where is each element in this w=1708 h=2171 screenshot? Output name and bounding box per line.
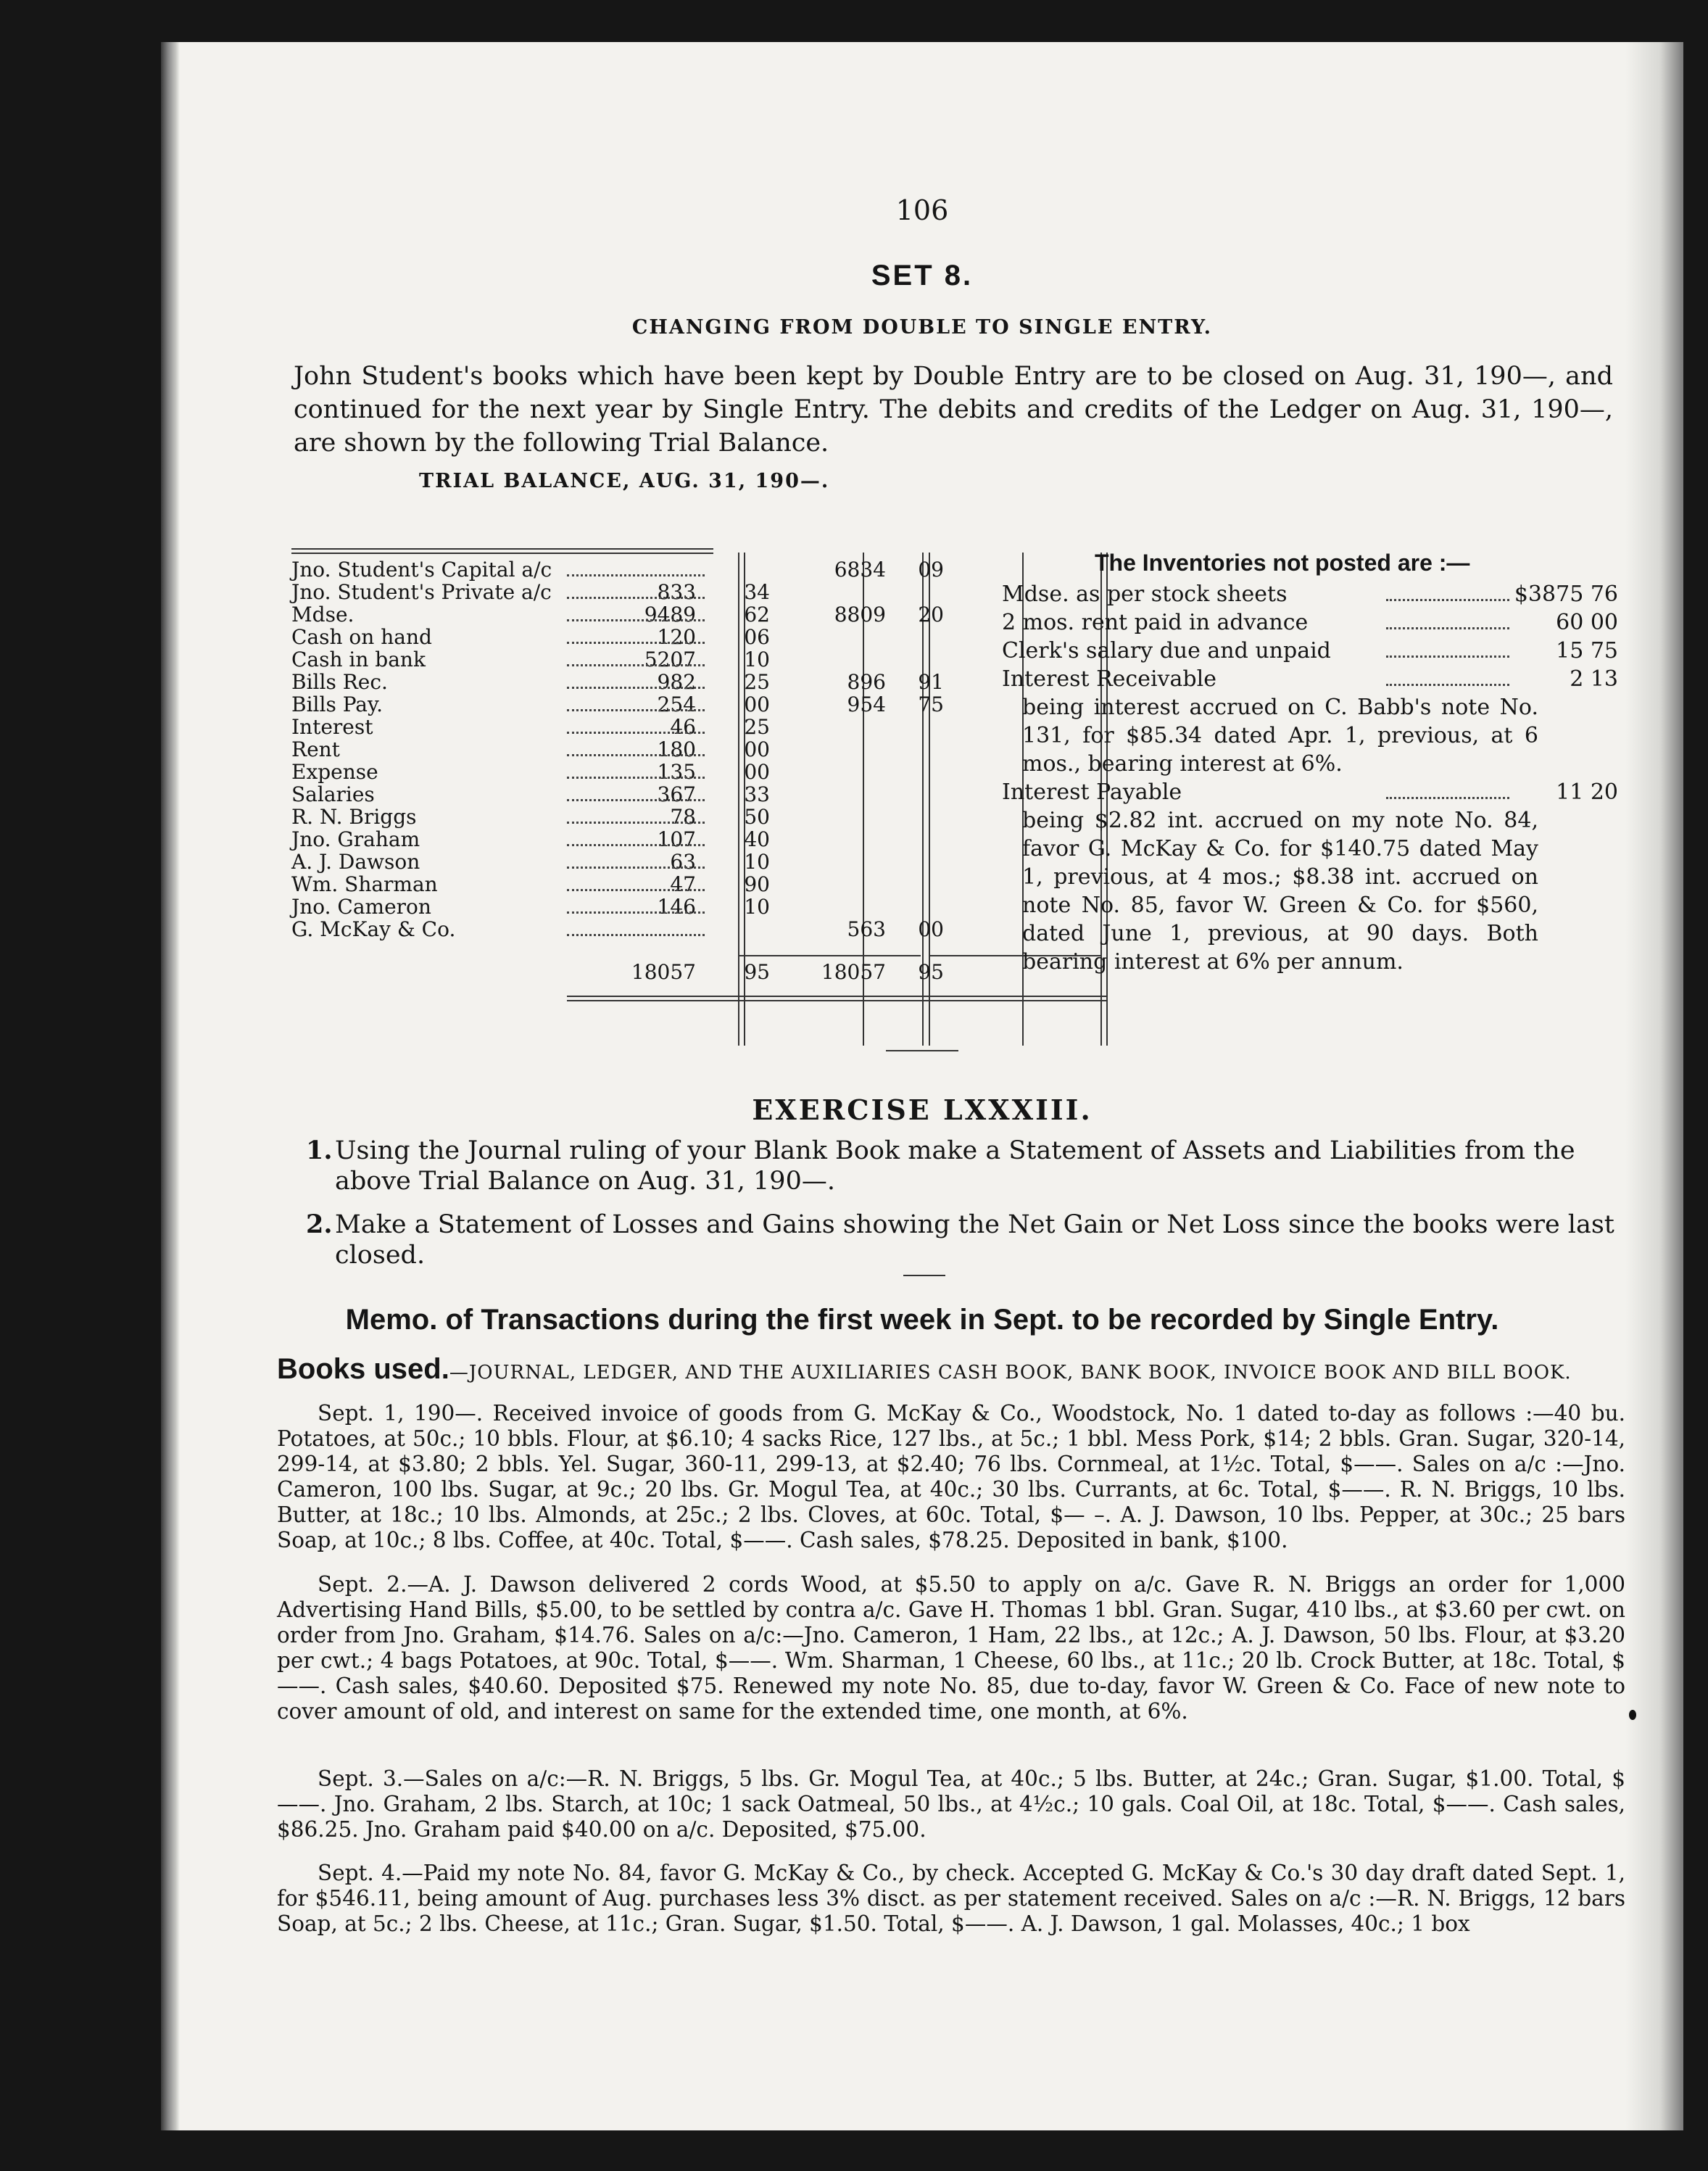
trial-balance-dr-c: 00 — [744, 692, 770, 716]
trial-balance-cr: 6834 — [834, 558, 886, 582]
leader-dots — [567, 867, 705, 869]
account-name: Cash on hand — [291, 625, 432, 649]
exercise-item-number: 1. — [306, 1136, 333, 1165]
trial-balance-dr-c: 10 — [744, 648, 770, 671]
trial-balance-total-dr-c: 95 — [744, 960, 770, 984]
exercise-item-text: Using the Journal ruling of your Blank Book make a Statement of Assets and Liabilities from the above Trial Balance on Aug. 31, 190—. — [335, 1136, 1575, 1196]
trial-balance-dr: 9489 — [644, 603, 696, 627]
account-name: Interest — [291, 715, 373, 739]
leader-dots — [567, 844, 705, 846]
exercise-item-text: Make a Statement of Losses and Gains showing the Net Gain or Net Loss since the books were last closed. — [335, 1210, 1614, 1270]
leader-dots — [567, 642, 705, 644]
trial-balance-cr-c: 91 — [918, 670, 944, 694]
trial-balance-account — [291, 761, 378, 783]
inventory-note: being interest accrued on C. Babb's note No. 131, for $85.34 dated Apr. 1, previous, at 6 mos., bearing interest at 6%. — [1022, 695, 1538, 777]
ink-dot — [1629, 1710, 1636, 1720]
trial-balance-dr-c: 10 — [744, 850, 770, 874]
book-page — [161, 42, 1683, 2130]
inventory-label: Mdse. as per stock sheets — [1002, 582, 1288, 607]
page-edge — [1625, 42, 1683, 2130]
account-name: Rent — [291, 737, 340, 761]
trial-balance-cr-c: 20 — [918, 603, 944, 627]
trial-balance-account — [291, 828, 420, 851]
trial-balance-dr-c: 50 — [744, 805, 770, 829]
account-name: Salaries — [291, 782, 375, 806]
trial-balance-dr: 833 — [657, 580, 696, 604]
trial-balance-cr: 563 — [847, 917, 886, 941]
trial-balance-account — [291, 603, 354, 626]
trial-balance-total-dr: 18057 — [631, 960, 696, 984]
trial-balance-cr-c: 00 — [918, 917, 944, 941]
exercise-item-number: 2. — [306, 1209, 333, 1239]
inventories-title: The Inventories not posted are :— — [1095, 550, 1470, 576]
trial-balance-dr-c: 00 — [744, 760, 770, 784]
trial-balance-cr: 954 — [847, 692, 886, 716]
account-name: Cash in bank — [291, 648, 426, 671]
trial-balance-total-cr: 18057 — [821, 960, 886, 984]
leader-dots — [1386, 627, 1509, 629]
section-divider — [903, 1275, 945, 1276]
leader-dots — [567, 911, 705, 914]
trial-balance-cr-c: 75 — [918, 692, 944, 716]
trial-balance-account — [291, 806, 417, 828]
leader-dots — [1386, 599, 1509, 601]
inventory-amount: $3875 76 — [1514, 582, 1618, 607]
account-name: Jno. Student's Private a/c — [291, 580, 552, 604]
account-name: Expense — [291, 760, 378, 784]
inventory-item — [1002, 608, 1618, 637]
trial-balance-dr: 5207 — [644, 648, 696, 671]
trial-balance-account — [291, 873, 438, 896]
leader-dots — [567, 732, 705, 734]
transaction-sept-3: Sept. 3.—Sales on a/c:—R. N. Briggs, 5 lbs. Gr. Mogul Tea, at 40c.; 5 lbs. Butter, at 24c.; Gran. Sugar, $1.00. Total, $——. Jno. Graham, 2 lbs. Starch, at 10c; 1 sack Oatmeal, 50 lbs., at 4½c.; 10 gals. Coal Oil, at 18c. Total, $——. Cash sales, $86.25. Jno. Graham paid $40.00 on a/c. Deposited, $75.00. — [277, 1766, 1625, 1842]
trial-balance-account — [291, 626, 432, 648]
trial-balance-cr-c: 09 — [918, 558, 944, 582]
inventory-note: being $2.82 int. accrued on my note No. 84, favor G. McKay & Co. for $140.75 dated May 1, previous, at 4 mos.; $8.38 int. accrued on note No. 85, favor W. Green & Co. for $560, dated June 1, previous, at 90 days. Both bearing interest at 6% per annum. — [1022, 808, 1538, 975]
inventory-item — [1002, 778, 1618, 806]
trial-balance-account — [291, 738, 340, 761]
leader-dots — [567, 619, 705, 621]
leader-dots — [567, 597, 705, 599]
trial-balance-title: TRIAL BALANCE, AUG. 31, 190—. — [419, 470, 830, 492]
leader-dots — [567, 709, 705, 711]
trial-balance-dr-c: 00 — [744, 737, 770, 761]
trial-balance-account — [291, 693, 383, 716]
transaction-sept-2: Sept. 2.—A. J. Dawson delivered 2 cords Wood, at $5.50 to apply on a/c. Gave R. N. Briggs an order for 1,000 Advertising Hand Bills, $5.00, to be settled by contra a/c. Gave H. Thomas 1 bbl. Gran. Sugar, 410 lbs., at $3.60 per cwt. on order from Jno. Graham, $14.76. Sales on a/c:—Jno. Cameron, 1 Ham, 22 lbs., at 12c.; A. J. Dawson, 50 lbs. Flour, at $3.20 per cwt.; 4 bags Potatoes, at 90c. Total, $——. Wm. Sharman, 1 Cheese, 60 lbs., at 11c.; 20 lb. Crock Butter, at 18c. Total, $——. Cash sales, $40.60. Deposited $75. Renewed my note No. 85, due to-day, favor W. Green & Co. Face of new note to cover amount of old, and interest on same for the extended time, one month, at 6%. — [277, 1572, 1625, 1724]
account-name: Wm. Sharman — [291, 872, 438, 896]
account-name: Mdse. — [291, 603, 355, 627]
trial-balance-account — [291, 896, 431, 918]
leader-dots — [567, 822, 705, 824]
book-binding — [161, 42, 180, 2130]
trial-balance-account — [291, 671, 388, 693]
trial-balance-dr-c: 40 — [744, 827, 770, 851]
set-subtitle: CHANGING FROM DOUBLE TO SINGLE ENTRY. — [631, 316, 1213, 339]
leader-dots — [567, 664, 705, 666]
trial-balance-dr: 135 — [657, 760, 696, 784]
leader-dots — [567, 889, 705, 891]
account-name: Bills Pay. — [291, 692, 383, 716]
inventory-item — [1002, 665, 1618, 693]
account-name: Bills Rec. — [291, 670, 388, 694]
trial-balance-dr: 63 — [670, 850, 696, 874]
leader-dots — [567, 574, 705, 576]
inventory-item — [1002, 637, 1618, 665]
transaction-sept-1: Sept. 1, 190—. Received invoice of goods from G. McKay & Co., Woodstock, No. 1 dated to-day as follows :—40 bu. Potatoes, at 50c.; 10 bbls. Flour, at $6.10; 4 sacks Rice, 127 lbs., at 5c.; 1 bbl. Mess Pork, $14; 2 bbls. Gran. Sugar, 320-14, 299-14, at $3.80; 2 bbls. Yel. Sugar, 360-11, 299-13, at $2.40; 76 lbs. Cornmeal, at 1½c. Total, $——. Sales on a/c :—Jno. Cameron, 100 lbs. Sugar, at 9c.; 20 lbs. Gr. Mogul Tea, at 40c.; 30 lbs. Currants, at 6c. Total, $——. R. N. Briggs, 10 lbs. Butter, at 18c.; 10 lbs. Almonds, at 25c.; 2 lbs. Cloves, at 60c. Total, $— –. A. J. Dawson, 10 lbs. Pepper, at 30c.; 25 bars Soap, at 10c.; 8 lbs. Coffee, at 40c. Total, $——. Cash sales, $78.25. Deposited in bank, $100. — [277, 1401, 1625, 1552]
leader-dots — [567, 934, 705, 936]
trial-balance-dr: 180 — [657, 737, 696, 761]
trial-balance-account — [291, 851, 420, 873]
trial-balance-dr: 107 — [657, 827, 696, 851]
trial-balance-dr-c: 90 — [744, 872, 770, 896]
trial-balance-account — [291, 716, 373, 738]
inventory-label: 2 mos. rent paid in advance — [1002, 610, 1309, 635]
account-name: Jno. Student's Capital a/c — [291, 558, 552, 582]
trial-balance-total-cr-c: 95 — [918, 960, 944, 984]
trial-balance-dr: 78 — [670, 805, 696, 829]
trial-balance-dr-c: 62 — [744, 603, 770, 627]
inventory-amount: 60 00 — [1556, 610, 1618, 635]
inventory-amount: 2 13 — [1570, 666, 1618, 692]
trial-balance-cr: 896 — [847, 670, 886, 694]
trial-balance-dr: 46 — [670, 715, 696, 739]
leader-dots — [567, 777, 705, 779]
exercise-title: EXERCISE LXXXIII. — [752, 1093, 1093, 1126]
leader-dots — [1386, 656, 1509, 658]
trial-balance-table — [291, 506, 980, 1057]
leader-dots — [567, 799, 705, 801]
trial-balance-account — [291, 648, 426, 671]
inventory-label: Interest Receivable — [1002, 666, 1216, 692]
leader-dots — [1386, 797, 1509, 799]
account-name: Jno. Cameron — [291, 895, 431, 919]
trial-balance-dr: 982 — [657, 670, 696, 694]
trial-balance-dr: 367 — [657, 782, 696, 806]
trial-balance-account — [291, 558, 552, 581]
trial-balance-dr: 47 — [670, 872, 696, 896]
trial-balance-dr: 146 — [657, 895, 696, 919]
section-divider — [886, 1050, 958, 1051]
exercise-item-1 — [306, 1136, 1618, 1196]
trial-balance-dr-c: 25 — [744, 670, 770, 694]
trial-balance-dr-c: 33 — [744, 782, 770, 806]
trial-balance-account — [291, 581, 552, 603]
account-name: R. N. Briggs — [291, 805, 417, 829]
transaction-sept-4: Sept. 4.—Paid my note No. 84, favor G. McKay & Co., by check. Accepted G. McKay & Co.'s 30 day draft dated Sept. 1, for $546.11, being amount of Aug. purchases less 3% disct. as per statement received. Sales on a/c :—R. N. Briggs, 12 bars Soap, at 5c.; 2 lbs. Cheese, at 11c.; Gran. Sugar, $1.50. Total, $——. A. J. Dawson, 1 gal. Molasses, 40c.; 1 box — [277, 1861, 1625, 1936]
exercise-item-2 — [306, 1209, 1618, 1270]
books-used-text: —JOURNAL, LEDGER, AND THE AUXILIARIES CASH BOOK, BANK BOOK, INVOICE BOOK AND BILL BOOK. — [449, 1362, 1572, 1384]
inventories-list — [1002, 580, 1618, 976]
page-number: 106 — [895, 194, 949, 226]
leader-dots — [567, 754, 705, 756]
trial-balance-dr-c: 06 — [744, 625, 770, 649]
inventory-amount: 11 20 — [1556, 780, 1618, 805]
leader-dots — [567, 687, 705, 689]
inventory-amount: 15 75 — [1556, 638, 1618, 663]
account-name: A. J. Dawson — [291, 850, 420, 874]
trial-balance-cr: 8809 — [834, 603, 886, 627]
intro-paragraph: John Student's books which have been kept by Double Entry are to be closed on Aug. 31, 190—, and continued for the next year by Single Entry. The debits and credits of the Ledger on Aug. 31, 190—, are shown by the following Trial Balance. — [294, 362, 1613, 458]
account-name: G. McKay & Co. — [291, 917, 456, 941]
trial-balance-dr: 120 — [657, 625, 696, 649]
inventory-label: Clerk's salary due and unpaid — [1002, 638, 1331, 663]
trial-balance-dr-c: 10 — [744, 895, 770, 919]
account-name: Jno. Graham — [291, 827, 420, 851]
trial-balance-account — [291, 918, 455, 940]
books-used-line — [277, 1353, 1625, 1386]
trial-balance-account — [291, 783, 375, 806]
leader-dots — [1386, 684, 1509, 686]
memo-title: Memo. of Transactions during the first week in Sept. to be recorded by Single Entry. — [345, 1304, 1499, 1336]
books-used-lead: Books used. — [277, 1353, 449, 1385]
inventory-label: Interest Payable — [1002, 780, 1182, 805]
inventory-item — [1002, 580, 1618, 608]
set-title: SET 8. — [871, 260, 974, 291]
trial-balance-dr-c: 34 — [744, 580, 770, 604]
trial-balance-dr-c: 25 — [744, 715, 770, 739]
trial-balance-dr: 254 — [657, 692, 696, 716]
